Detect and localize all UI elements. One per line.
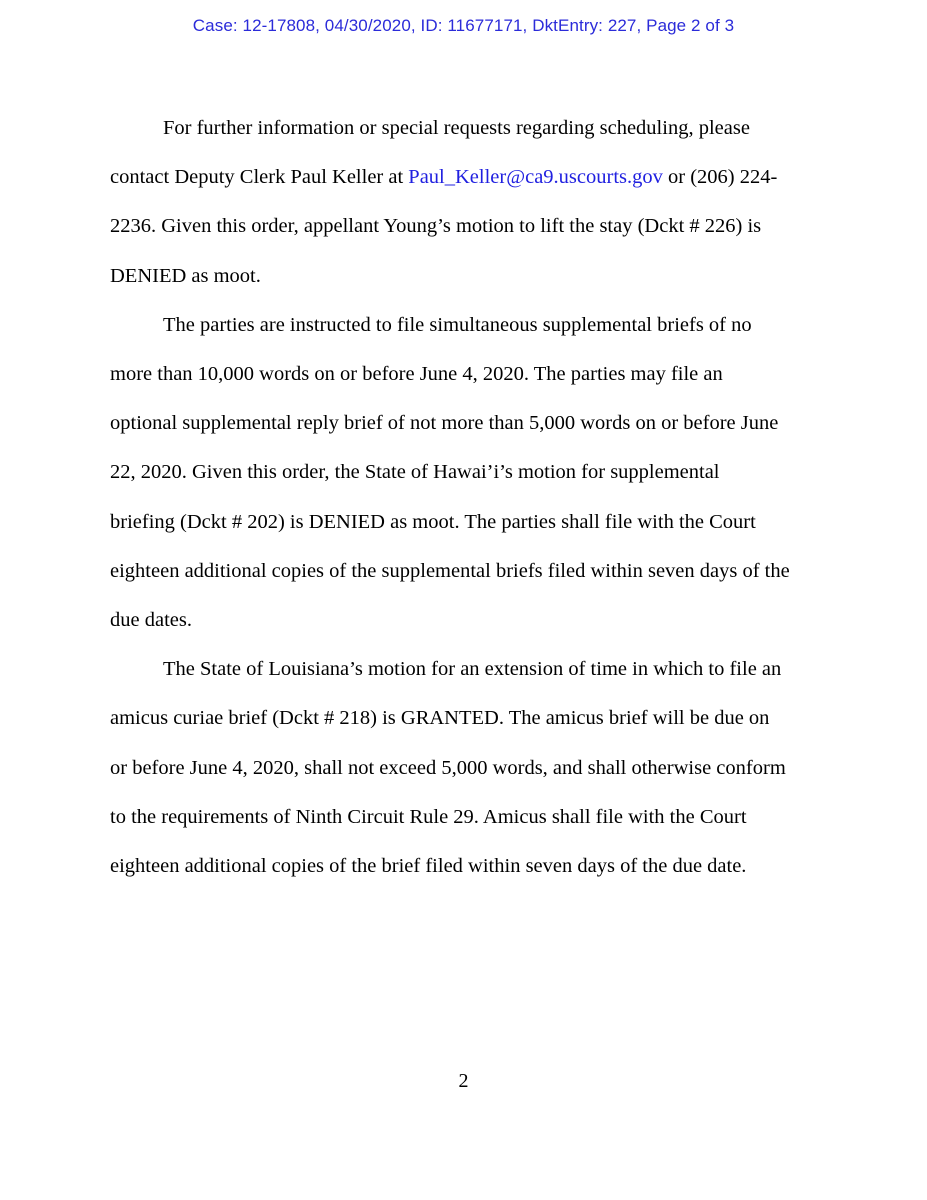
paragraph-line: 2236. Given this order, appellant Young’s motion to lift the stay (Dckt # 226) is (110, 215, 762, 238)
paragraph-line: eighteen additional copies of the supplemental briefs filed within seven days of the (110, 559, 790, 582)
paragraph-line: more than 10,000 words on or before June 4, 2020. The parties may file an (110, 363, 723, 386)
paragraph-amicus-brief (110, 645, 822, 891)
paragraph-line: 22, 2020. Given this order, the State of Hawai’i’s motion for supplemental (110, 461, 720, 484)
paragraph-line: or before June 4, 2020, shall not exceed 5,000 words, and shall otherwise conform (110, 756, 786, 779)
case-header: Case: 12-17808, 04/30/2020, ID: 11677171, DktEntry: 227, Page 2 of 3 (192, 16, 735, 35)
paragraph-line: briefing (Dckt # 202) is DENIED as moot. The parties shall file with the Court (110, 510, 756, 533)
paragraph-line: eighteen additional copies of the brief filed within seven days of the due date. (110, 855, 747, 878)
paragraph-supplemental-briefs (110, 301, 822, 645)
phone-text: or (206) 224- (662, 166, 778, 189)
paragraph-line: The parties are instructed to file simultaneous supplemental briefs of no (163, 313, 752, 336)
paragraph-line: to the requirements of Ninth Circuit Rule 29. Amicus shall file with the Court (110, 805, 747, 828)
paragraph-line (110, 153, 822, 202)
paragraph-line: For further information or special requests regarding scheduling, please (163, 117, 750, 139)
paragraph-line: The State of Louisiana’s motion for an extension of time in which to file an (163, 658, 782, 681)
page-number: 2 (458, 1070, 469, 1092)
clerk-email-link[interactable]: Paul_Keller@ca9.uscourts.gov (408, 166, 663, 189)
paragraph-scheduling (110, 104, 822, 301)
paragraph-line: optional supplemental reply brief of not more than 5,000 words on or before June (110, 412, 779, 435)
paragraph-line: due dates. (110, 609, 192, 632)
document-body (110, 104, 822, 891)
paragraph-line: amicus curiae brief (Dckt # 218) is GRANTED. The amicus brief will be due on (110, 707, 770, 730)
paragraph-line: DENIED as moot. (110, 264, 261, 287)
contact-text: contact Deputy Clerk Paul Keller at (110, 166, 409, 189)
